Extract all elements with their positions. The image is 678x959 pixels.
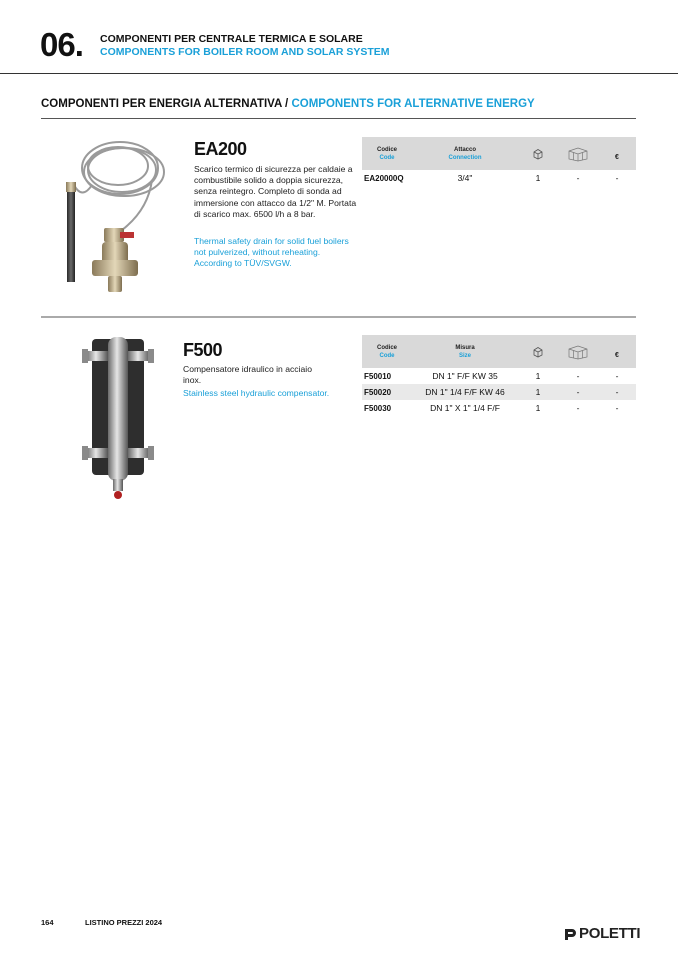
chapter-number: 06.: [40, 26, 83, 63]
product-image-f500: [78, 333, 158, 503]
poletti-logo: [563, 925, 640, 942]
product-table-ea200: [362, 137, 636, 186]
section-divider: [41, 118, 636, 119]
cell-price: -: [615, 371, 619, 381]
cell-connection: 3/4": [457, 173, 473, 183]
header-divider: [0, 73, 678, 74]
product-description-it: Scarico termico di sicurezza per caldaie a combustibile solido a doppia sicurezza, senza reintegro. Completo di sonda ad immersione con attacco da 1/2" M. Portata di scarico max. 6500 l/h a 8 bar.: [194, 164, 357, 219]
table-row: [362, 368, 636, 384]
table-header-row: [362, 137, 636, 170]
footer-title: LISTINO PREZZI 2024: [85, 918, 163, 927]
box-icon: [518, 137, 558, 170]
product-divider: [41, 316, 636, 318]
section-title-it: COMPONENTI PER ENERGIA ALTERNATIVA /: [41, 98, 289, 110]
cell-code: F50020: [362, 384, 412, 400]
chapter-title-en: COMPONENTS FOR BOILER ROOM AND SOLAR SYSTEM: [100, 46, 390, 58]
cell-size: DN 1" 1/4 F/F KW 46: [412, 384, 518, 400]
product-description-it: Compensatore idraulico in acciaio inox.: [183, 364, 312, 386]
cell-price: -: [615, 173, 619, 183]
box-icon: [518, 335, 558, 368]
product-table-f500: [362, 335, 636, 416]
cell-price: -: [598, 384, 636, 400]
product-image-ea200: [52, 130, 177, 300]
cell-code: EA20000Q: [364, 173, 404, 183]
column-header-code: Codice Code: [362, 335, 412, 368]
cell-size: DN 1" X 1" 1/4 F/F: [430, 403, 500, 413]
product-name: EA200: [194, 139, 247, 159]
chapter-title-it: COMPONENTI PER CENTRALE TERMICA E SOLARE: [100, 33, 363, 45]
product-name: F500: [183, 340, 223, 360]
cell-pallet-qty: -: [576, 403, 580, 413]
column-header-connection: Attacco Connection: [412, 137, 518, 170]
cell-box-qty: 1: [535, 403, 541, 413]
logo-text: POLETTI: [579, 925, 641, 942]
table-header-row: [362, 335, 636, 368]
cell-box-qty: 1: [535, 173, 541, 183]
cell-code: F50010: [364, 371, 392, 381]
column-header-price: €: [598, 137, 636, 170]
cell-code: F50030: [364, 403, 392, 413]
column-header-size: Misura Size: [412, 335, 518, 368]
page-number: 164: [41, 918, 54, 927]
table-row: [362, 170, 636, 186]
cell-pallet-qty: -: [576, 173, 580, 183]
poletti-logo-mark-icon: [563, 927, 577, 941]
column-header-price: €: [598, 335, 636, 368]
pallet-box-icon: [558, 137, 598, 170]
section-title: [41, 98, 535, 110]
cell-pallet-qty: -: [576, 371, 580, 381]
product-description-en: Thermal safety drain for solid fuel boilers not pulverized, without reheating. According to TÜV/SVGW.: [194, 236, 349, 269]
column-header-code: Codice Code: [362, 137, 412, 170]
section-title-en: COMPONENTS FOR ALTERNATIVE ENERGY: [291, 98, 535, 110]
product-description-en: Stainless steel hydraulic compensator.: [183, 388, 330, 398]
pallet-box-icon: [558, 335, 598, 368]
cell-box-qty: 1: [535, 371, 541, 381]
cell-pallet-qty: -: [558, 384, 598, 400]
table-row: [362, 384, 636, 400]
table-row: [362, 400, 636, 416]
cell-price: -: [615, 403, 619, 413]
cell-box-qty: 1: [518, 384, 558, 400]
cell-size: DN 1" F/F KW 35: [432, 371, 498, 381]
